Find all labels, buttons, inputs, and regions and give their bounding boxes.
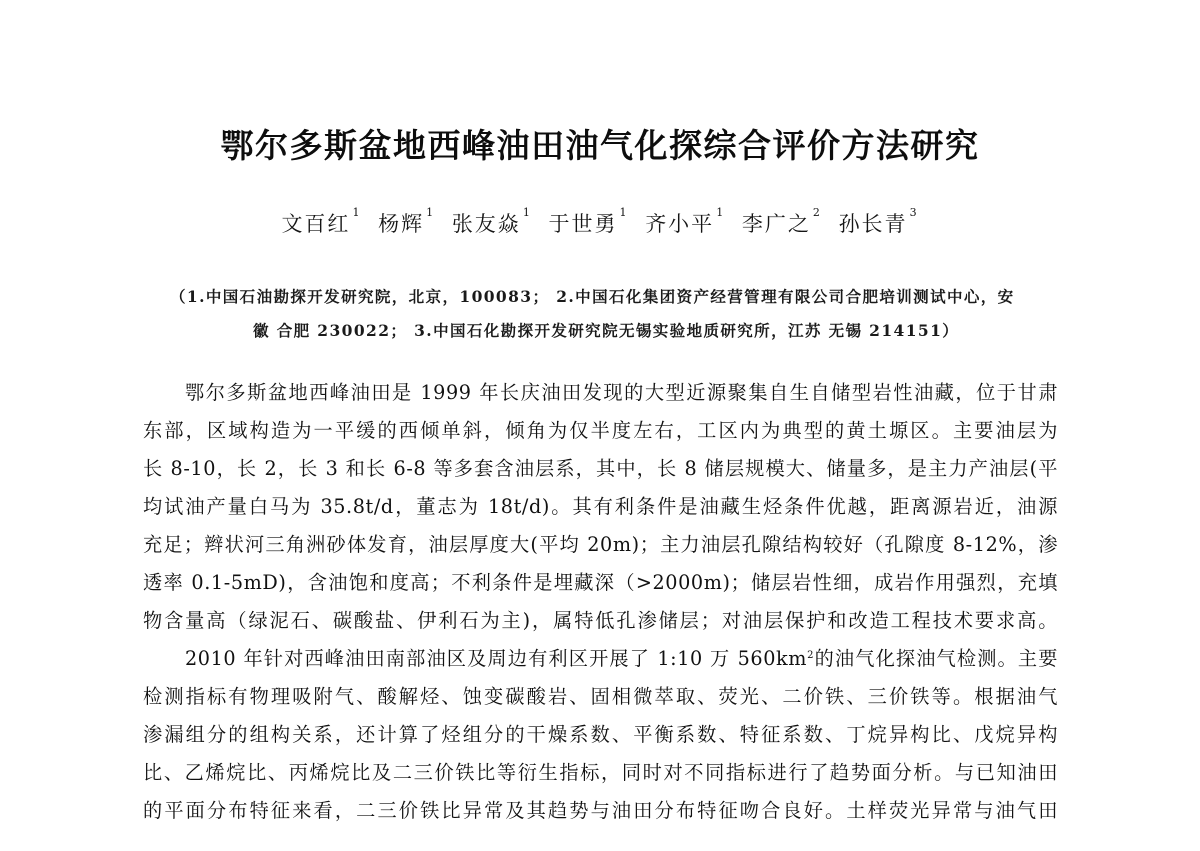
affiliation-line: 徽 合肥 230022； 3.中国石化勘探开发研究院无锡实验地质研究所，江苏 无锡 214151）: [253, 321, 960, 340]
author: 齐小平 $^1$: [645, 206, 726, 236]
body-paragraph: [143, 374, 1058, 640]
affiliation-line: （1.中国石油勘探开发研究院，北京，100083； 2.中国石化集团资产经营管理有限公司合肥培训测试中心，安: [170, 287, 1015, 306]
body-paragraph: [143, 640, 1058, 830]
paragraph-line: 物含量高（绿泥石、碳酸盐、伊利石为主)，属特低孔渗储层；对油层保护和改造工程技术要求高。: [143, 609, 1058, 632]
paragraph-line: 鄂尔多斯盆地西峰油田是 1999 年长庆油田发现的大型近源聚集自生自储型岩性油藏，位于甘肃: [185, 381, 1058, 404]
paragraph-line: 长 8-10，长 2，长 3 和长 6-8 等多套含油层系，其中，长 8 储层规模大、储量多，是主力产油层(平: [143, 457, 1058, 480]
author: 杨辉 $^1$: [378, 206, 436, 236]
author: 李广之 $^2$: [741, 206, 822, 236]
author: 于世勇 $^1$: [548, 206, 629, 236]
paragraph-line: 均试油产量白马为 35.8t/d，董志为 18t/d)。其有利条件是油藏生烃条件优越，距离源岩近，油源: [143, 495, 1058, 518]
author: 张友焱 $^1$: [451, 206, 532, 236]
paragraph-line: 检测指标有物理吸附气、酸解烃、蚀变碳酸岩、固相微萃取、荧光、二价铁、三价铁等。根据油气: [143, 685, 1058, 708]
author-list: [0, 208, 1200, 238]
paragraph-line: 透率 0.1-5mD)，含油饱和度高；不利条件是埋藏深（>2000m)；储层岩性细，成岩作用强烈，充填: [143, 571, 1058, 594]
paragraph-line: 东部，区域构造为一平缓的西倾单斜，倾角为仅半度左右，工区内为典型的黄土塬区。主要油层为: [143, 419, 1058, 442]
author: 文百红 $^1$: [281, 206, 362, 236]
paragraph-line: 渗漏组分的组构关系，还计算了烃组分的干燥系数、平衡系数、特征系数、丁烷异构比、戊烷异构: [143, 723, 1058, 746]
paragraph-line: 充足；辫状河三角洲砂体发育，油层厚度大(平均 20m)；主力油层孔隙结构较好（孔隙度 8-12%，渗: [143, 533, 1058, 556]
paper-title: 鄂尔多斯盆地西峰油田油气化探综合评价方法研究: [220, 126, 980, 165]
paragraph-line: 比、乙烯烷比、丙烯烷比及二三价铁比等衍生指标，同时对不同指标进行了趋势面分析。与已知油田: [143, 761, 1058, 784]
author: 孙长青 $^3$: [838, 206, 919, 236]
paragraph-line: 的平面分布特征来看，二三价铁比异常及其趋势与油田分布特征吻合良好。土样荧光异常与油气田: [143, 799, 1058, 822]
paragraph-line: 2010 年针对西峰油田南部油区及周边有利区开展了 1:10 万 $560km^2$的油气化探油气检测。主要: [185, 647, 1058, 670]
